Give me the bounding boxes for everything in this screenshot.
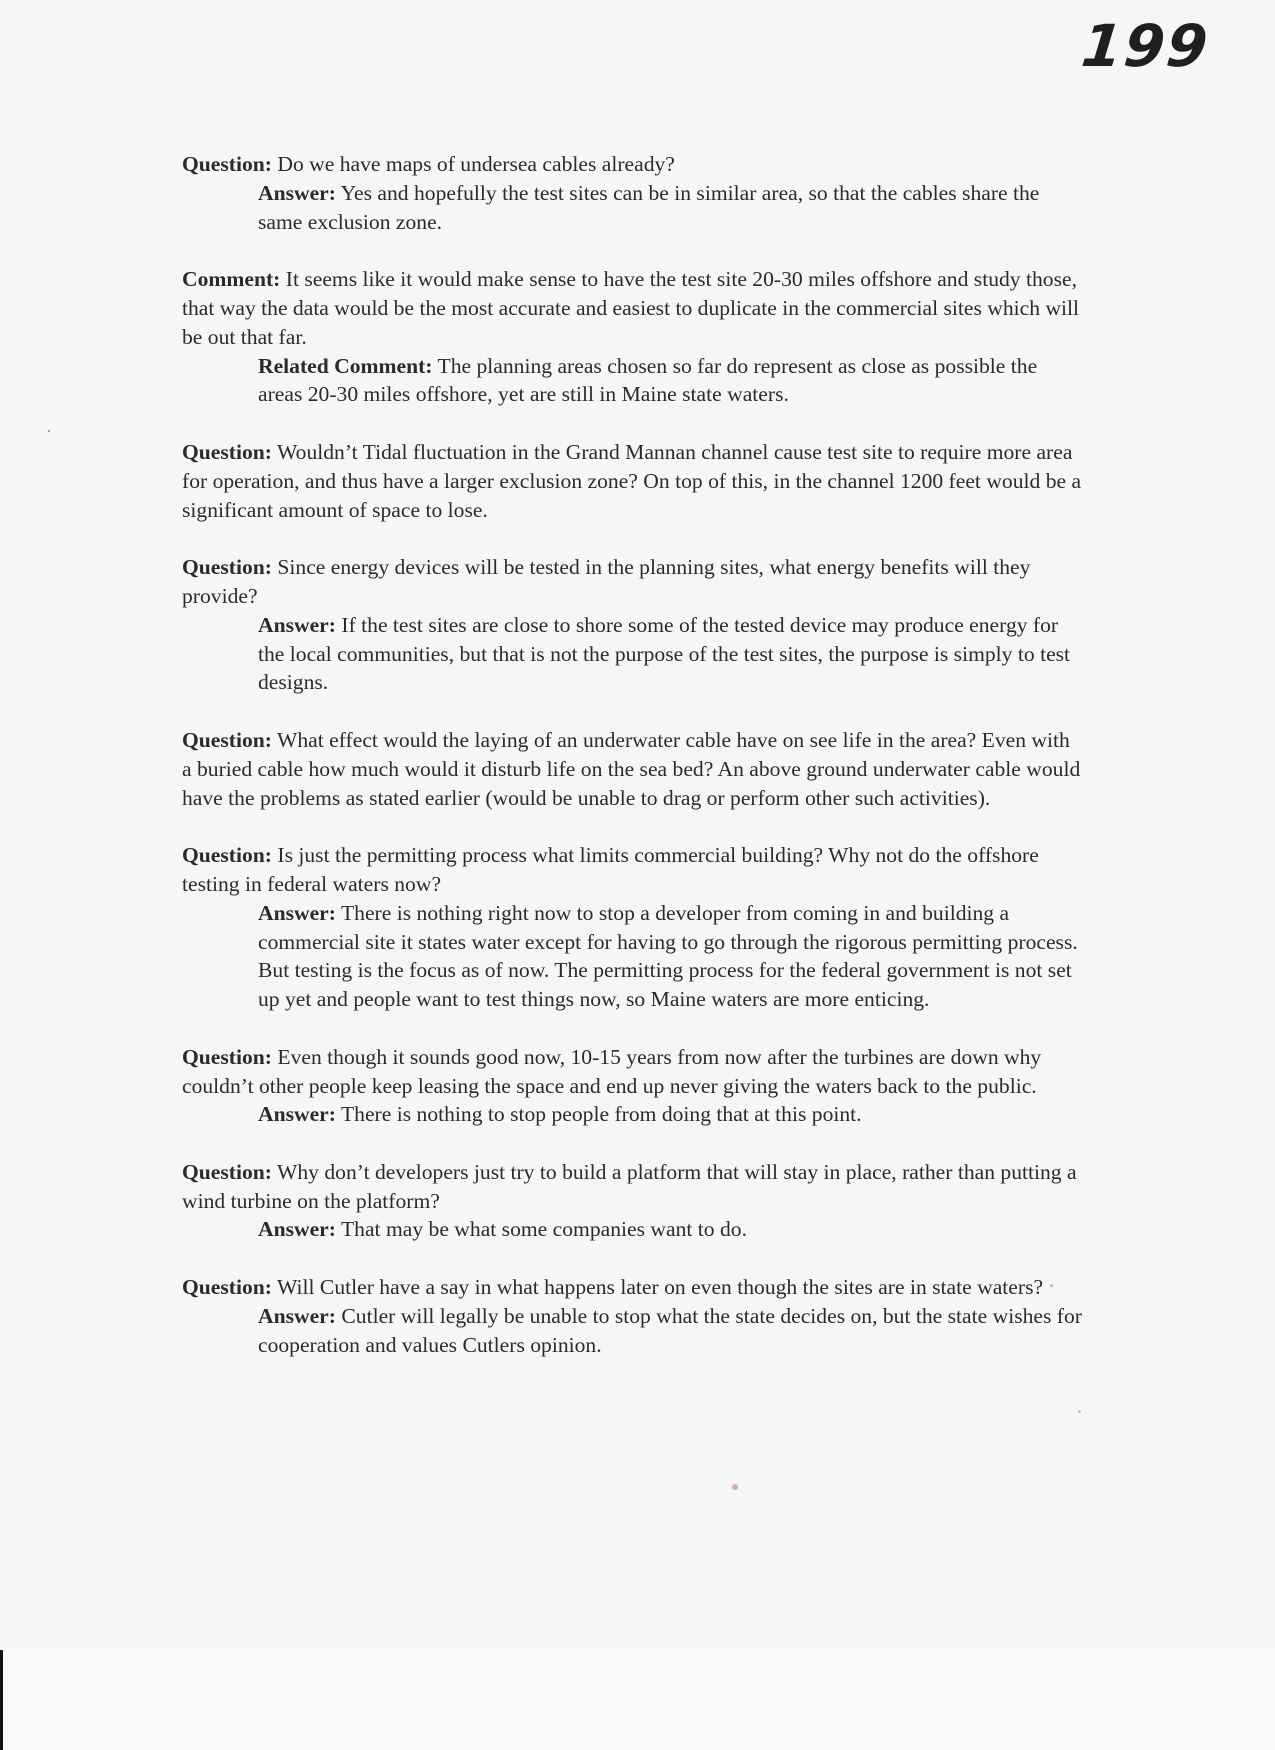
entry-text: What effect would the laying of an underwater cable have on see life in the area? Even with a buried cable how much would it disturb life on the sea bed? An above ground underwater cable would have the problems as stated earlier (would be unable to drag or perform other such activities).: [182, 727, 1081, 810]
reply-line: [182, 1302, 1082, 1360]
entry-text: Is just the permitting process what limits commercial building? Why not do the offshore testing in federal waters now?: [182, 843, 1039, 896]
reply-label: Answer:: [258, 1102, 336, 1127]
entry-label: Question:: [182, 1275, 272, 1300]
entry-label: Comment:: [182, 267, 281, 292]
reply-line: [182, 899, 1082, 1014]
reply-label: Answer:: [258, 1217, 336, 1242]
qa-block: [182, 265, 1082, 409]
reply-line: [182, 611, 1082, 697]
scan-edge-mark: [0, 1650, 3, 1750]
qa-block: [182, 553, 1082, 697]
entry-label: Question:: [182, 152, 272, 176]
reply-line: [182, 1100, 1082, 1129]
reply-text: Yes and hopefully the test sites can be in similar area, so that the cables share the same exclusion zone.: [258, 180, 1040, 234]
reply-label: Answer:: [258, 1303, 336, 1328]
reply-text: That may be what some companies want to do.: [340, 1217, 747, 1242]
reply-line: [182, 179, 1082, 237]
reply-line: [182, 1215, 1082, 1244]
entry-text: Even though it sounds good now, 10-15 years from now after the turbines are down why couldn’t other people keep leasing the space and end up never giving the waters back to the public.: [182, 1044, 1042, 1098]
entry-line: [182, 1273, 1082, 1302]
entry-label: Question:: [182, 439, 272, 464]
entry-line: [182, 438, 1082, 524]
handwritten-page-number: 199: [1078, 12, 1213, 80]
scan-speck: [732, 1484, 738, 1490]
reply-label: Answer:: [258, 180, 336, 205]
reply-line: [182, 352, 1082, 410]
entry-line: [182, 553, 1082, 611]
entry-line: [182, 841, 1082, 899]
scan-bottom-band: [0, 1648, 1275, 1750]
qa-block: [182, 150, 1082, 236]
entry-text: Do we have maps of undersea cables already?: [277, 152, 675, 176]
entry-text: It seems like it would make sense to have the test site 20-30 miles offshore and study those, that way the data would be the most accurate and easiest to duplicate in the commercial sites which will be out that far.: [182, 267, 1080, 349]
qa-block: [182, 841, 1082, 1014]
entry-line: [182, 1158, 1082, 1216]
entry-line: [182, 150, 1082, 179]
reply-label: Answer:: [258, 900, 336, 925]
entry-label: Question:: [182, 1044, 272, 1069]
reply-text: If the test sites are close to shore some of the tested device may produce energy for the local communities, but that is not the purpose of the test sites, the purpose is simply to test designs.: [258, 612, 1071, 695]
qa-block: [182, 1158, 1082, 1244]
qa-block: [182, 438, 1082, 524]
entry-line: [182, 726, 1082, 812]
entry-line: [182, 265, 1082, 351]
reply-text: There is nothing to stop people from doing that at this point.: [340, 1102, 862, 1127]
reply-text: Cutler will legally be unable to stop what the state decides on, but the state wishes for cooperation and values Cutlers opinion.: [258, 1303, 1082, 1357]
qa-block: [182, 1043, 1082, 1129]
scan-speck: [48, 430, 50, 432]
entry-text: Why don’t developers just try to build a platform that will stay in place, rather than putting a wind turbine on the platform?: [182, 1159, 1077, 1213]
reply-label: Answer:: [258, 612, 336, 637]
reply-label: Related Comment:: [258, 353, 433, 378]
entry-text: Wouldn’t Tidal fluctuation in the Grand Mannan channel cause test site to require more area for operation, and thus have a larger exclusion zone? On top of this, in the channel 1200 feet would be a significant amount of space to lose.: [182, 439, 1082, 522]
reply-text: There is nothing right now to stop a developer from coming in and building a commercial site it states water except for having to go through the rigorous permitting process. But testing is the focus as of now. The permitting process for the federal government is not set up yet and people want to test things now, so Maine waters are more enticing.: [258, 900, 1078, 1012]
entry-text: Since energy devices will be tested in the planning sites, what energy benefits will they provide?: [182, 555, 1031, 608]
document-body: [182, 150, 1082, 1388]
scan-speck: [1050, 1284, 1053, 1287]
entry-line: [182, 1043, 1082, 1101]
reply-text: The planning areas chosen so far do represent as close as possible the areas 20-30 miles offshore, yet are still in Maine state waters.: [258, 353, 1038, 407]
qa-block: [182, 726, 1082, 812]
scan-speck: [1078, 1410, 1081, 1413]
entry-label: Question:: [182, 843, 272, 868]
entry-label: Question:: [182, 1159, 272, 1184]
entry-label: Question:: [182, 727, 272, 752]
entry-label: Question:: [182, 555, 272, 580]
qa-block: [182, 1273, 1082, 1359]
entry-text: Will Cutler have a say in what happens later on even though the sites are in state waters?: [277, 1275, 1044, 1300]
